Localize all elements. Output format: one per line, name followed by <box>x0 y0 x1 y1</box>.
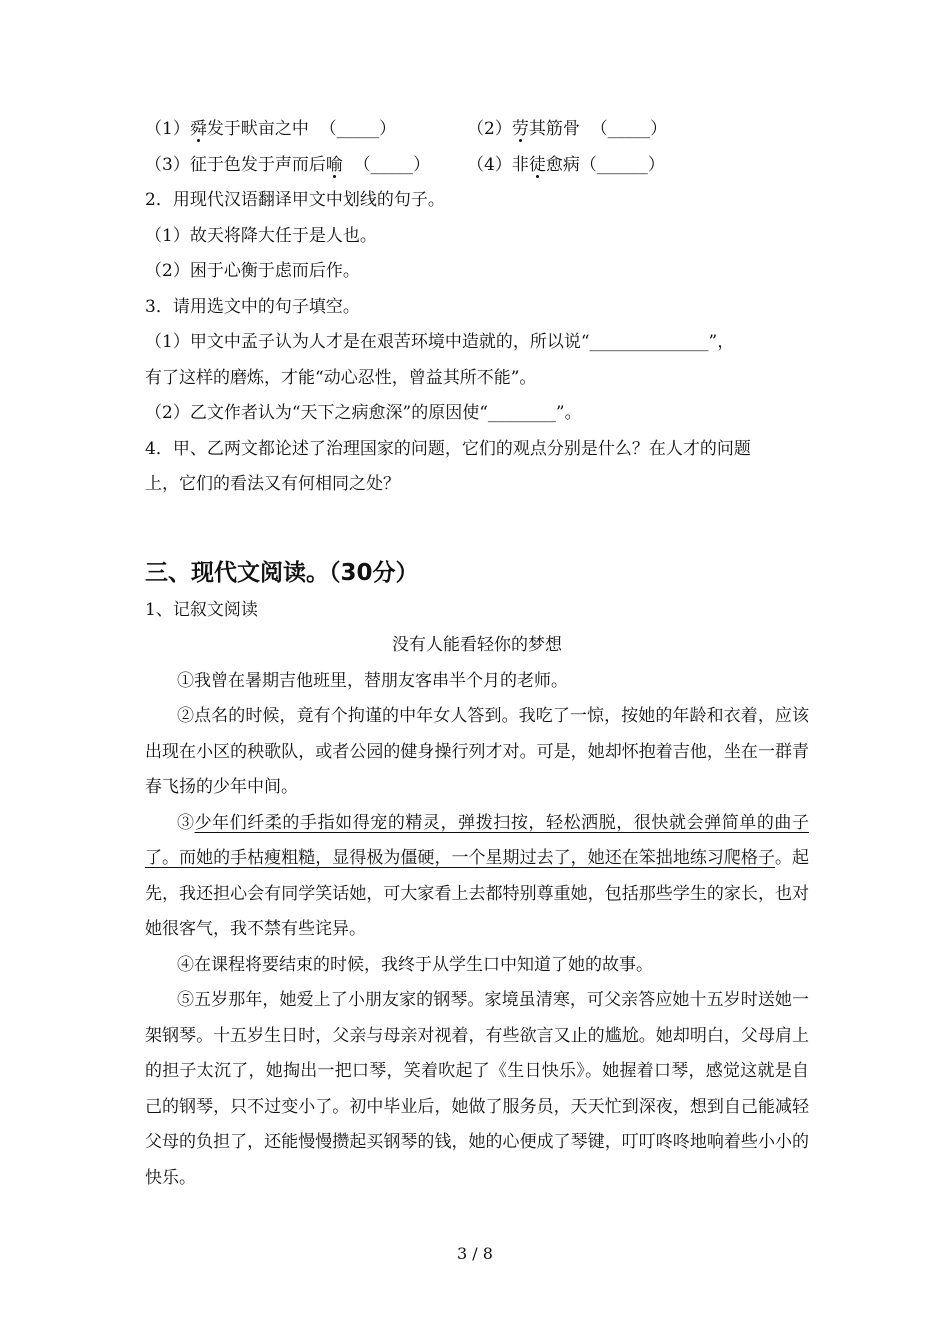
paragraph-4: ④在课程将要结束的时候，我终于从学生口中知道了她的故事。 <box>177 954 653 975</box>
q2-stem: 2．用现代汉语翻译甲文中划线的句子。 <box>145 190 445 210</box>
q1-item-2 <box>467 112 667 148</box>
paragraph-5: ⑤五岁那年，她爱上了小朋友家的钢琴。家境虽清寒，可父亲答应她十五岁时送她一架钢琴。十五岁生日时，父亲与母亲对视着，有些欲言又止的尴尬。她却明白，父母肩上的担子太沉了，她掏出一把口琴，笑着吹起了《生日快乐》。她握着口琴，感觉这就是自己的钢琴，只不过变小了。初中毕业后，她做了服务员，天天忙到深夜，想到自己能减轻父母的负担了，还能慢慢攒起买钢琴的钱，她的心便成了琴键，叮叮咚咚地响着些小小的快乐。 <box>145 990 809 1188</box>
q3-item-1-line-b: 有了这样的磨炼，才能“动心忍性，曾益其所不能”。 <box>145 367 537 388</box>
item-text: 征于色发于声而后 <box>189 154 326 175</box>
item-number: （4） <box>467 154 512 175</box>
item-text: 愈病 <box>545 154 580 175</box>
paragraph-3 <box>145 806 809 948</box>
item-number: （3） <box>145 154 190 175</box>
answer-blank[interactable]: （______） <box>579 154 665 175</box>
section-heading: 三、现代文阅读。（30分） <box>145 559 419 586</box>
item-number: （1） <box>145 119 190 139</box>
q3-item-1-line-a: （1）甲文中孟子认为人才是在艰苦环境中造就的，所以说“______________”， <box>145 332 735 352</box>
paragraph-1: ①我曾在暑期吉他班里，替朋友客串半个月的老师。 <box>177 670 568 691</box>
q3-item-2: （2）乙文作者认为“天下之病愈深”的原因使“________”。 <box>145 403 582 423</box>
page-number: 3 / 8 <box>457 1244 493 1263</box>
q2-sentence-1: （1）故天将降大任于是人也。 <box>145 225 377 246</box>
item-text: 发于畎亩之中 <box>206 119 309 139</box>
paragraph-2: ②点名的时候，竟有个拘谨的中年女人答到。我吃了一惊，按她的年龄和衣着，应该出现在小区的秧歌队，或者公园的健身操行列才对。可是，她却怀抱着吉他，坐在一群青春飞扬的少年中间。 <box>145 706 809 797</box>
article-title: 没有人能看轻你的梦想 <box>392 635 562 655</box>
item-text: 其筋骨 <box>528 119 580 139</box>
q2-sentence-2: （2）困于心衡于虑而后作。 <box>145 261 360 281</box>
q1-row-2 <box>145 148 809 184</box>
item-number: （2） <box>467 119 512 139</box>
dotted-char: 舜 <box>189 119 207 139</box>
paragraph-text: 。起先，我还担心会有同学笑话她，可大家看上去都特别尊重她，包括那些学生的家长，也对她很客气，我不禁有些诧异。 <box>145 848 810 939</box>
q4-line-a: 4．甲、乙两文都论述了治理国家的问题，它们的观点分别是什么？在人才的问题 <box>145 438 751 459</box>
dotted-char: 劳 <box>511 119 529 139</box>
q1-item-1 <box>145 112 467 148</box>
section-subheading: 1、记叙文阅读 <box>145 599 258 620</box>
underlined-sentence: 少年们纤柔的手指如得宠的精灵，弹拨扫按，轻松洒脱，很快就会弹简单的曲子了。而她的手枯瘦粗糙，显得极为僵硬，一个星期过去了，她还在笨拙地练习爬格子 <box>145 812 810 868</box>
paragraph-number: ③ <box>177 812 195 833</box>
q1-row-1 <box>145 112 809 148</box>
q1-item-4 <box>467 148 665 184</box>
answer-blank[interactable]: （_____） <box>319 119 397 139</box>
q4-line-b: 上，它们的看法又有何相同之处？ <box>145 474 400 494</box>
dotted-char: 喻 <box>325 154 343 175</box>
q1-item-3 <box>145 148 467 184</box>
answer-blank[interactable]: （_____） <box>353 154 431 175</box>
q3-stem: 3．请用选文中的句子填空。 <box>145 296 360 317</box>
item-text: 非 <box>511 154 529 175</box>
dotted-char: 徒 <box>528 154 546 175</box>
page-content <box>145 112 809 1196</box>
answer-blank[interactable]: （_____） <box>590 119 668 139</box>
